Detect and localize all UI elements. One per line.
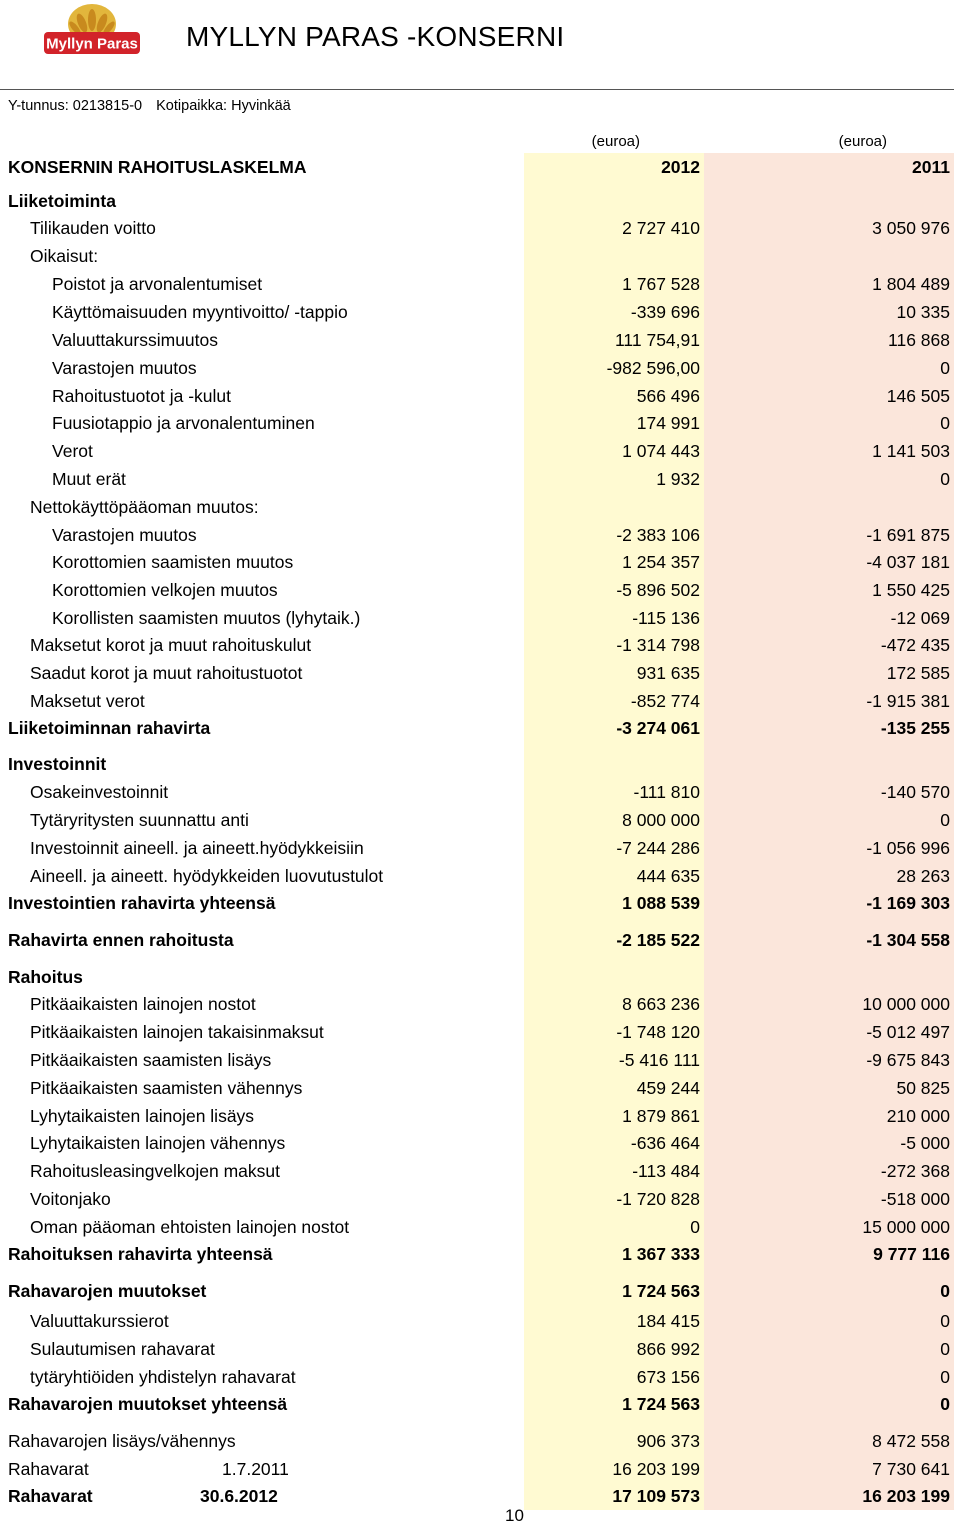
row-label: tytäryhtiöiden yhdistelyn rahavarat	[30, 1367, 296, 1387]
table-row	[0, 300, 960, 324]
value-2011: -9 675 843	[866, 1050, 950, 1070]
value-2011: -1 304 558	[866, 930, 950, 950]
value-2012: 1 879 861	[622, 1106, 700, 1126]
value-2012: 2012	[661, 157, 700, 177]
table-row	[0, 1187, 960, 1211]
value-2011: -472 435	[880, 635, 950, 655]
value-2012: -982 596,00	[606, 358, 700, 378]
value-2011: 50 825	[896, 1078, 950, 1098]
logo-text: Myllyn Paras	[46, 35, 138, 53]
row-label: Rahoitustuotot ja -kulut	[52, 386, 231, 406]
value-2012: 1 088 539	[622, 893, 700, 913]
row-label: Pitkäaikaisten saamisten vähennys	[30, 1078, 303, 1098]
value-2011: -4 037 181	[866, 552, 950, 572]
value-2011: 9 777 116	[873, 1244, 950, 1264]
row-label: Liiketoiminnan rahavirta	[8, 718, 211, 738]
value-2012: -5 416 111	[618, 1050, 700, 1070]
row-label: Rahoituksen rahavirta yhteensä	[8, 1244, 273, 1264]
value-2012: 566 496	[636, 386, 700, 406]
value-2012: -852 774	[630, 691, 700, 711]
table-row	[0, 716, 960, 740]
value-2011: 0	[940, 810, 950, 830]
table-row	[0, 606, 960, 630]
row-label: Saadut korot ja muut rahoitustuotot	[30, 663, 303, 683]
myllyn-paras-logo	[42, 4, 142, 62]
value-2012: -113 484	[632, 1161, 700, 1181]
domicile: Kotipaikka: Hyvinkää	[156, 98, 291, 114]
value-2011: 210 000	[886, 1106, 950, 1126]
row-label: Poistot ja arvonalentumiset	[52, 274, 263, 294]
value-2011: -518 000	[880, 1189, 950, 1209]
value-2011: 3 050 976	[872, 218, 950, 238]
table-row	[0, 189, 960, 213]
table-row	[0, 1104, 960, 1128]
row-label: Investoinnit aineell. ja aineett.hyödykkeisiin	[30, 838, 364, 858]
table-row	[0, 864, 960, 888]
value-2011: -1 915 381	[866, 691, 950, 711]
row-date: 1.7.2011	[222, 1459, 289, 1479]
value-2011: -1 056 996	[866, 838, 950, 858]
value-2012: 931 635	[636, 663, 700, 683]
value-2012: 8 000 000	[622, 810, 700, 830]
value-2012: 184 415	[636, 1311, 700, 1331]
value-2011: 0	[940, 358, 950, 378]
value-2011: 7 730 641	[872, 1459, 950, 1479]
table-row	[0, 661, 960, 685]
value-2011: -272 368	[880, 1161, 950, 1181]
table-row	[0, 780, 960, 804]
table-row	[0, 808, 960, 832]
value-2011: -140 570	[880, 782, 950, 802]
value-2012: 17 109 573	[612, 1486, 700, 1506]
table-row	[0, 1215, 960, 1239]
value-2012: -2 185 522	[616, 930, 700, 950]
row-label: Rahavarat	[8, 1459, 89, 1479]
value-2011: 2011	[912, 157, 950, 177]
row-label: Lyhytaikaisten lainojen lisäys	[30, 1106, 255, 1126]
value-2012: 1 724 563	[622, 1281, 700, 1301]
table-row	[0, 1365, 960, 1389]
value-2011: -5 012 497	[866, 1022, 950, 1042]
table-row	[0, 1309, 960, 1333]
row-label: Investointien rahavirta yhteensä	[8, 893, 276, 913]
row-label: Osakeinvestoinnit	[30, 782, 169, 802]
table-row	[0, 689, 960, 713]
value-2011: 116 868	[888, 330, 950, 350]
value-2012: 906 373	[636, 1431, 700, 1451]
table-row	[0, 495, 960, 519]
table-row	[0, 1159, 960, 1183]
value-2011: 0	[940, 1339, 950, 1359]
table-row	[0, 1048, 960, 1072]
row-label: Rahavirta ennen rahoitusta	[8, 930, 234, 950]
row-label: Investoinnit	[8, 754, 107, 774]
table-row	[0, 928, 960, 952]
table-row	[0, 272, 960, 296]
value-2011: 16 203 199	[862, 1486, 950, 1506]
row-label: Aineell. ja aineett. hyödykkeiden luovutustulot	[30, 866, 384, 886]
row-label: Maksetut korot ja muut rahoituskulut	[30, 635, 312, 655]
value-2012: -3 274 061	[616, 718, 700, 738]
page-title: MYLLYN PARAS -KONSERNI	[186, 21, 565, 52]
value-2011: -1 169 303	[866, 893, 950, 913]
row-label: Voitonjako	[30, 1189, 111, 1209]
row-label: Pitkäaikaisten lainojen takaisinmaksut	[30, 1022, 324, 1042]
value-2011: 15 000 000	[862, 1217, 950, 1237]
value-2011: 0	[940, 1281, 950, 1301]
value-2012: 1 254 357	[622, 552, 700, 572]
table-row	[0, 411, 960, 435]
value-2012: 673 156	[636, 1367, 700, 1387]
row-label: Rahavarojen lisäys/vähennys	[8, 1431, 236, 1451]
table-row	[0, 1279, 960, 1303]
value-2012: 0	[690, 1217, 700, 1237]
row-label: Tilikauden voitto	[30, 218, 156, 238]
company-info	[8, 97, 291, 115]
table-row	[0, 384, 960, 408]
table-row	[0, 1242, 960, 1266]
row-label: Maksetut verot	[30, 691, 145, 711]
table-row	[0, 578, 960, 602]
row-label: Rahavarat	[8, 1486, 93, 1506]
table-row	[0, 1392, 960, 1416]
value-2011: 0	[940, 1394, 950, 1414]
value-2012: 1 724 563	[622, 1394, 700, 1414]
value-2012: -115 136	[632, 608, 700, 628]
row-label: Tytäryritysten suunnattu anti	[30, 810, 249, 830]
value-2012: -1 314 798	[616, 635, 700, 655]
value-2012: -1 720 828	[616, 1189, 700, 1209]
row-label: Valuuttakurssierot	[30, 1311, 169, 1331]
unit-label-2012: (euroa)	[591, 133, 640, 150]
row-label: Rahoitus	[8, 967, 83, 987]
row-label: Varastojen muutos	[52, 358, 197, 378]
row-label: Käyttömaisuuden myyntivoitto/ -tappio	[52, 302, 348, 322]
header-divider	[0, 89, 954, 90]
row-label: Korottomien velkojen muutos	[52, 580, 278, 600]
value-2012: -339 696	[630, 302, 700, 322]
table-row	[0, 1020, 960, 1044]
table-row	[0, 992, 960, 1016]
value-2011: 1 550 425	[872, 580, 950, 600]
table-row	[0, 467, 960, 491]
row-label: Lyhytaikaisten lainojen vähennys	[30, 1133, 286, 1153]
value-2012: 1 767 528	[622, 274, 700, 294]
value-2011: 8 472 558	[872, 1431, 950, 1451]
value-2011: 1 804 489	[872, 274, 950, 294]
row-label: Korottomien saamisten muutos	[52, 552, 294, 572]
value-2011: 10 000 000	[862, 994, 950, 1014]
value-2012: -1 748 120	[616, 1022, 700, 1042]
value-2011: 0	[940, 469, 950, 489]
row-label: Korollisten saamisten muutos (lyhytaik.)	[52, 608, 361, 628]
value-2012: 866 992	[636, 1339, 700, 1359]
value-2012: 2 727 410	[622, 218, 700, 238]
value-2012: 8 663 236	[622, 994, 700, 1014]
table-row	[0, 1076, 960, 1100]
row-label: Pitkäaikaisten lainojen nostot	[30, 994, 256, 1014]
row-label: Nettokäyttöpääoman muutos:	[30, 497, 259, 517]
value-2011: -5 000	[900, 1133, 950, 1153]
row-label: Sulautumisen rahavarat	[30, 1339, 215, 1359]
table-row	[0, 1484, 960, 1508]
row-label: Muut erät	[52, 469, 126, 489]
value-2012: -5 896 502	[616, 580, 700, 600]
value-2011: 28 263	[896, 866, 950, 886]
table-row	[0, 244, 960, 268]
table-row	[0, 523, 960, 547]
table-row	[0, 965, 960, 989]
row-label: Oikaisut:	[30, 246, 99, 266]
row-label: Oman pääoman ehtoisten lainojen nostot	[30, 1217, 350, 1237]
table-row	[0, 633, 960, 657]
value-2012: 1 932	[656, 469, 700, 489]
value-2012: 111 754,91	[615, 330, 700, 350]
row-date: 30.6.2012	[200, 1486, 278, 1506]
table-row	[0, 1457, 960, 1481]
table-row	[0, 891, 960, 915]
row-label: Rahoitusleasingvelkojen maksut	[30, 1161, 280, 1181]
value-2011: 1 141 503	[872, 441, 950, 461]
row-label: Varastojen muutos	[52, 525, 197, 545]
row-label: Verot	[52, 441, 93, 461]
value-2012: 1 367 333	[622, 1244, 700, 1264]
table-row	[0, 216, 960, 240]
table-row	[0, 1337, 960, 1361]
unit-label-2011: (euroa)	[838, 133, 887, 150]
value-2011: 172 585	[886, 663, 950, 683]
table-row	[0, 1429, 960, 1453]
table-row	[0, 328, 960, 352]
value-2011: 0	[940, 1367, 950, 1387]
table-row	[0, 356, 960, 380]
value-2011: 146 505	[886, 386, 950, 406]
value-2012: 16 203 199	[612, 1459, 700, 1479]
value-2011: -12 069	[890, 608, 950, 628]
value-2012: -7 244 286	[616, 838, 700, 858]
table-row	[0, 1131, 960, 1155]
row-label: Liiketoiminta	[8, 191, 116, 211]
value-2011: 10 335	[896, 302, 950, 322]
value-2012: -2 383 106	[616, 525, 700, 545]
page-number: 10	[505, 1506, 524, 1525]
table-row	[0, 550, 960, 574]
row-label: Pitkäaikaisten saamisten lisäys	[30, 1050, 272, 1070]
row-label: KONSERNIN RAHOITUSLASKELMA	[8, 157, 307, 177]
value-2012: 1 074 443	[622, 441, 700, 461]
value-2011: -1 691 875	[866, 525, 950, 545]
row-label: Rahavarojen muutokset	[8, 1281, 207, 1301]
table-row	[0, 155, 960, 179]
value-2011: -135 255	[880, 718, 950, 738]
table-row	[0, 836, 960, 860]
value-2012: 444 635	[636, 866, 700, 886]
value-2012: 459 244	[636, 1078, 700, 1098]
value-2011: 0	[940, 413, 950, 433]
row-label: Fuusiotappio ja arvonalentuminen	[52, 413, 315, 433]
row-label: Valuuttakurssimuutos	[52, 330, 219, 350]
table-row	[0, 439, 960, 463]
value-2011: 0	[940, 1311, 950, 1331]
business-id: Y-tunnus: 0213815-0	[8, 98, 143, 114]
row-label: Rahavarojen muutokset yhteensä	[8, 1394, 288, 1414]
value-2012: -111 810	[633, 782, 700, 802]
table-row	[0, 752, 960, 776]
value-2012: 174 991	[636, 413, 700, 433]
value-2012: -636 464	[630, 1133, 700, 1153]
